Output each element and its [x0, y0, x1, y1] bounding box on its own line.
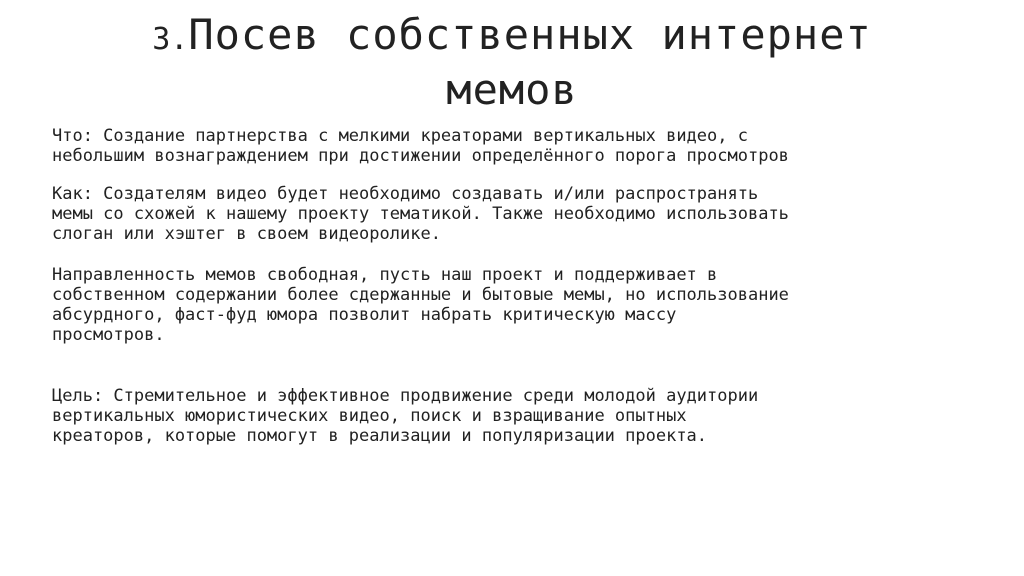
paragraph-what: Что: Создание партнерства с мелкими креаторами вертикальных видео, с небольшим вознаграждением при достижении определённого порога просмотров — [52, 126, 789, 166]
title-line-1: Посев собственных интернет — [188, 10, 872, 59]
title-line-2: мемов — [446, 65, 578, 114]
title-number: 3. — [152, 22, 189, 57]
paragraph-goal: Цель: Стремительное и эффективное продвижение среди молодой аудитории вертикальных юмористических видео, поиск и взращивание опытных креаторов, которые помогут в реализации и популяризации проекта. — [52, 386, 759, 446]
paragraph-how: Как: Создателям видео будет необходимо создавать и/или распространять мемы со схожей к нашему проекту тематикой. Также необходимо использовать слоган или хэштег в своем видеоролике. — [52, 184, 789, 244]
slide-title — [40, 10, 984, 115]
paragraph-direction: Направленность мемов свободная, пусть наш проект и поддерживает в собственном содержании более сдержанные и бытовые мемы, но использование абсурдного, фаст-фуд юмора позволит набрать критическую массу просмотров. — [52, 265, 789, 345]
